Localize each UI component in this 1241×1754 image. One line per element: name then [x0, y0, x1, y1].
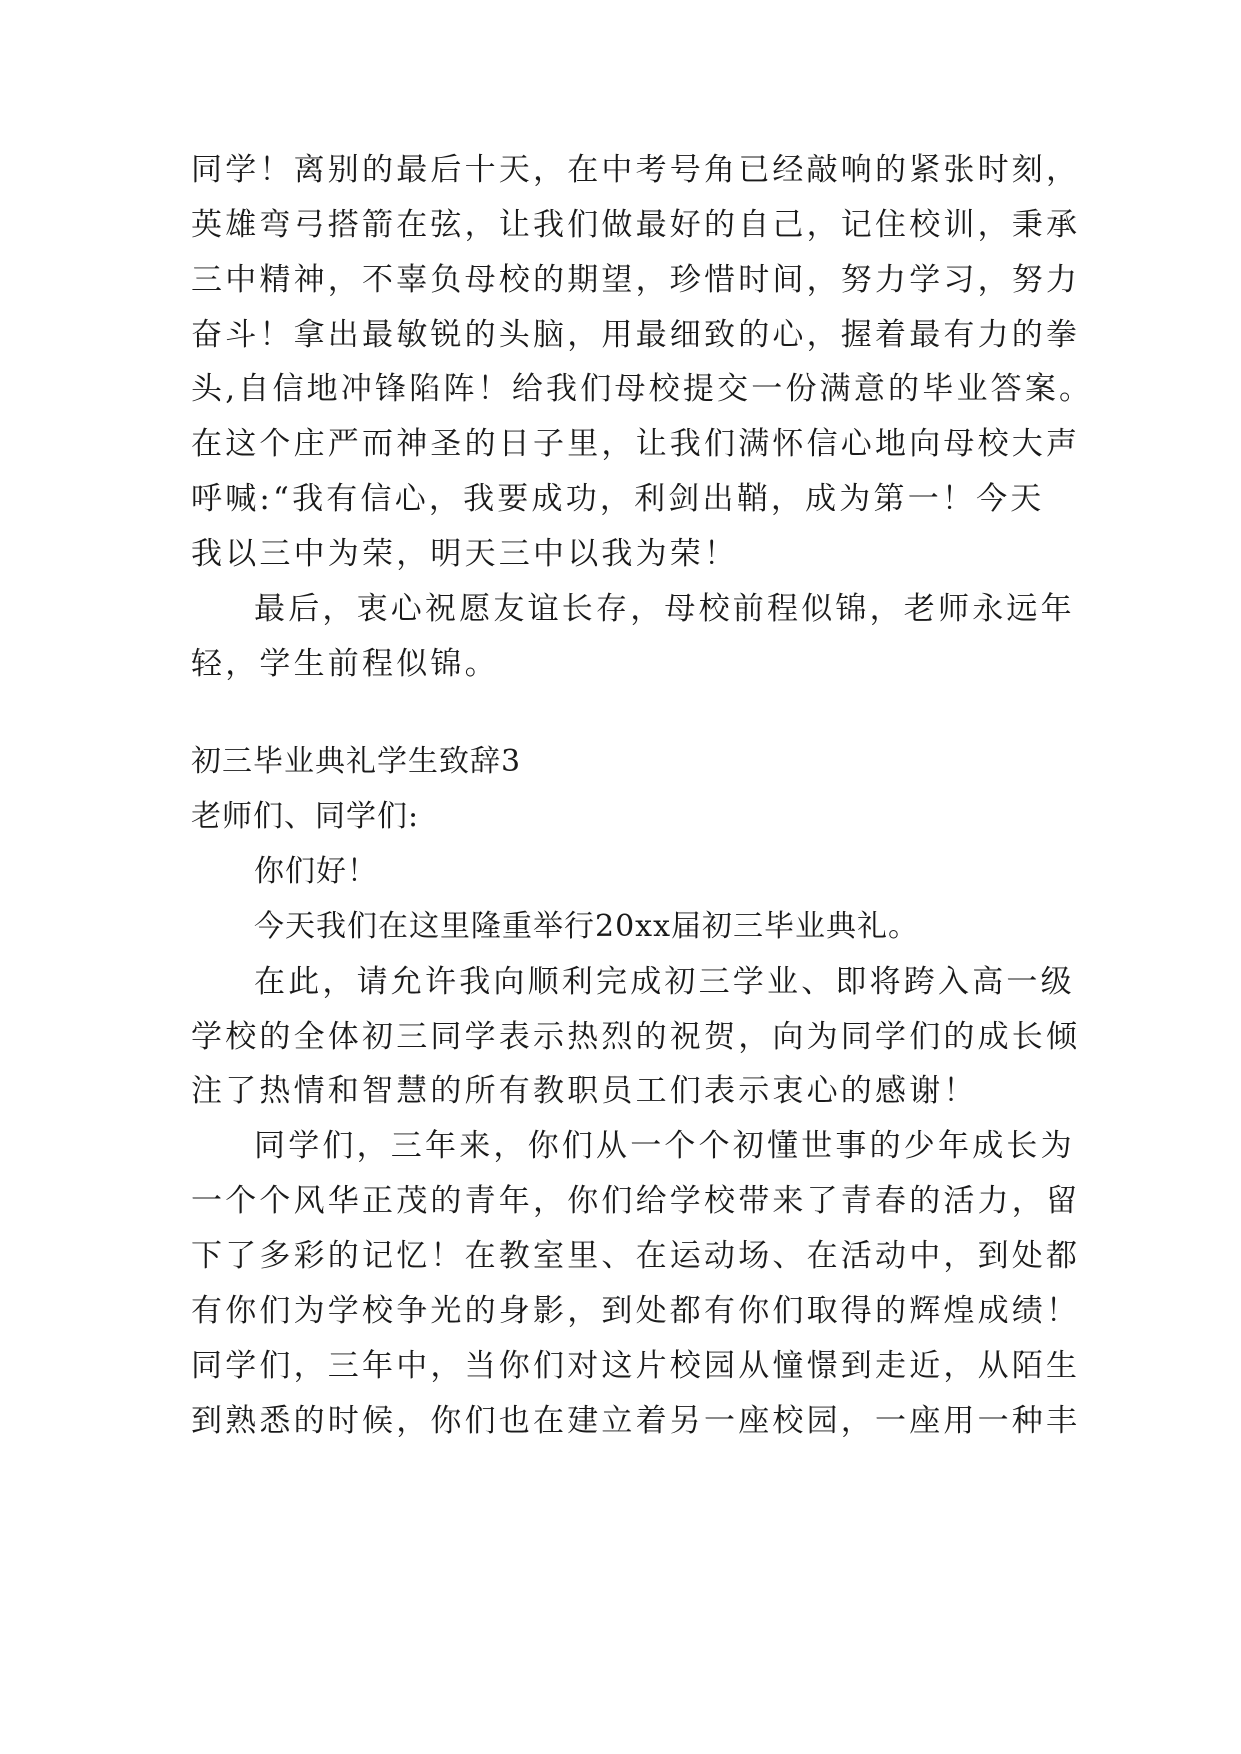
text-line: 学校的全体初三同学表示热烈的祝贺，向为同学们的成长倾 [191, 1019, 1081, 1055]
section-title: 初三毕业典礼学生致辞3 [191, 744, 522, 779]
text-line: 同学们，三年中，当你们对这片校园从憧憬到走近，从陌生 [191, 1348, 1081, 1384]
text-line: 英雄弯弓搭箭在弦，让我们做最好的自己，记住校训，秉承 [191, 207, 1081, 243]
text-line: 到熟悉的时候，你们也在建立着另一座校园，一座用一种丰 [191, 1403, 1081, 1439]
text-line: 奋斗！拿出最敏锐的头脑，用最细致的心，握着最有力的拳 [191, 317, 1081, 353]
text-line: 一个个风华正茂的青年，你们给学校带来了青春的活力，留 [191, 1183, 1081, 1219]
salutation: 老师们、同学们: [191, 799, 420, 834]
text-line: 有你们为学校争光的身影，到处都有你们取得的辉煌成绩！ [191, 1293, 1081, 1329]
text-line: 同学们，三年来，你们从一个个初懂世事的少年成长为 [254, 1128, 1075, 1164]
text-line: 在此，请允许我向顺利完成初三学业、即将跨入高一级 [254, 964, 1075, 1000]
text-line: 下了多彩的记忆！在教室里、在运动场、在活动中，到处都 [191, 1238, 1081, 1274]
text-line: 呼喊:“我有信心，我要成功，利剑出鞘，成为第一！今天 [191, 481, 1045, 517]
text-line: 在这个庄严而神圣的日子里，让我们满怀信心地向母校大声 [191, 426, 1081, 462]
text-line: 三中精神，不辜负母校的期望，珍惜时间，努力学习，努力 [191, 262, 1081, 298]
paragraph-intro: 今天我们在这里隆重举行20xx届初三毕业典礼。 [254, 909, 920, 944]
text-line: 注了热情和智慧的所有教职员工们表示衷心的感谢！ [191, 1073, 978, 1109]
text-line: 头,自信地冲锋陷阵！给我们母校提交一份满意的毕业答案。 [191, 371, 1094, 407]
text-line: 我以三中为荣，明天三中以我为荣！ [191, 536, 739, 572]
text-line: 轻，学生前程似锦。 [191, 646, 499, 682]
text-line: 最后，衷心祝愿友谊长存，母校前程似锦，老师永远年 [254, 591, 1075, 627]
text-line: 同学！离别的最后十天，在中考号角已经敲响的紧张时刻， [191, 152, 1081, 188]
greeting: 你们好！ [254, 854, 378, 889]
